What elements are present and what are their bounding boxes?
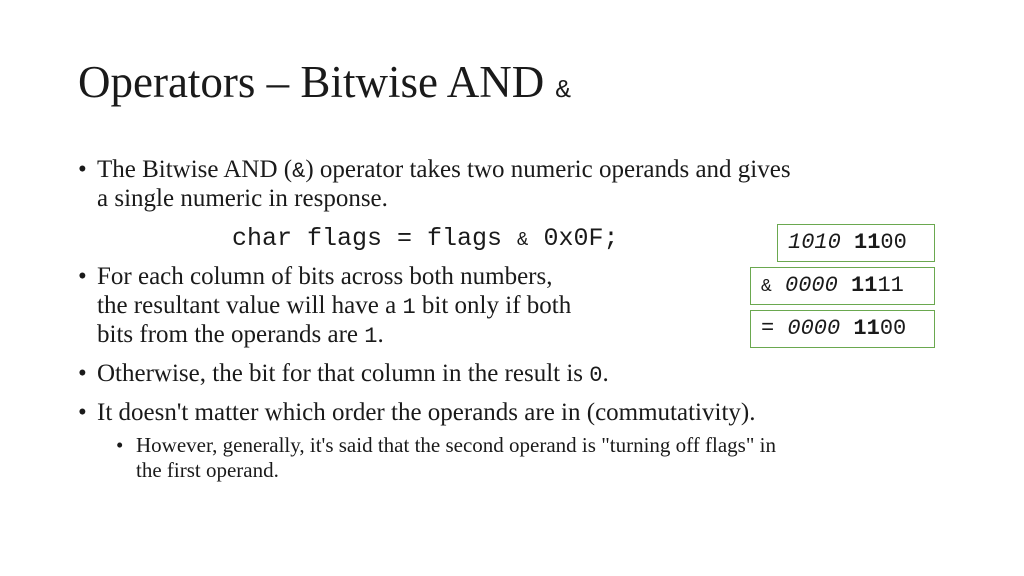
bullet-1-line-2: a single numeric in response. <box>97 185 388 212</box>
slide-title <box>78 56 571 116</box>
equals-operator: = <box>761 316 775 341</box>
title-text: Operators – Bitwise AND <box>78 57 545 107</box>
sub-bullet-line-2: the first operand. <box>136 458 279 482</box>
bullet-1-line-1: The Bitwise AND (&) operator takes two numeric operands and gives <box>97 156 791 184</box>
bit-box-operand-2: & 0000 1111 <box>750 267 935 305</box>
bullet-dot-icon: • <box>78 156 87 183</box>
code-example: char flags = flags & 0x0F; <box>232 224 619 253</box>
bullet-3: Otherwise, the bit for that column in the result is 0. <box>97 360 609 388</box>
and-operator: & <box>761 277 772 297</box>
bullet-dot-icon: • <box>78 263 87 290</box>
bit-box-result: = 0000 1100 <box>750 310 935 348</box>
bullet-dot-icon: • <box>78 360 87 387</box>
sub-bullet-line-1: However, generally, it's said that the second operand is "turning off flags" in <box>136 433 777 457</box>
bullet-2-line-2: the resultant value will have a 1 bit only if both <box>97 292 572 320</box>
title-symbol: & <box>555 75 572 105</box>
bullet-2-line-3: bits from the operands are 1. <box>97 321 384 349</box>
bullet-4: It doesn't matter which order the operands are in (commutativity). <box>97 399 756 426</box>
sub-bullet-dot-icon: • <box>116 433 124 457</box>
bullet-dot-icon: • <box>78 399 87 426</box>
bit-box-operand-1: 1010 1100 <box>777 224 935 262</box>
and-symbol: & <box>292 159 306 184</box>
bullet-2-line-1: For each column of bits across both numbers, <box>97 263 553 290</box>
